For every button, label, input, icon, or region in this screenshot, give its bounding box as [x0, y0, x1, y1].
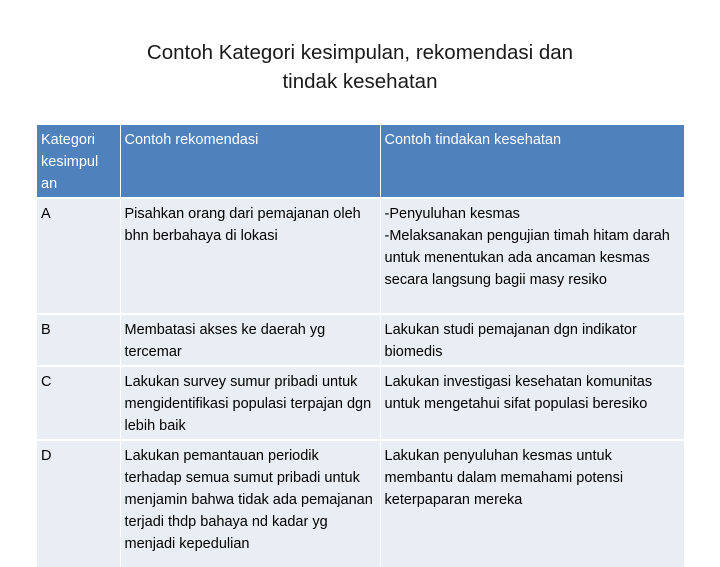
table-row [37, 314, 684, 366]
recommendation-cell: Pisahkan orang dari pemajanan oleh bhn berbahaya di lokasi [120, 198, 380, 314]
health-action-line: -Penyuluhan kesmas [384, 206, 520, 222]
category-cell: B [37, 314, 120, 366]
health-action-line: Lakukan investigasi kesehatan komunitas untuk mengetahui sifat populasi beresiko [384, 374, 653, 412]
category-cell: C [37, 366, 120, 440]
recommendation-cell: Lakukan survey sumur pribadi untuk mengidentifikasi populasi terpajan dgn lebih baik [120, 366, 380, 440]
category-table [37, 125, 684, 567]
table-row [37, 440, 684, 567]
header-recommendation: Contoh rekomendasi [120, 125, 380, 198]
health-action-line: -Melaksanakan pengujian timah hitam darah untuk menentukan ada ancaman kesmas secara langsung bagii masy resiko [384, 228, 670, 288]
health-action-cell [380, 440, 684, 567]
health-action-cell [380, 366, 684, 440]
slide-title [0, 38, 720, 96]
header-row [37, 125, 684, 198]
recommendation-cell: Lakukan pemantauan periodik terhadap semua sumut pribadi untuk menjamin bahwa tidak ada pemajanan terjadi thdp bahaya nd kadar yg menjadi kepedulian [120, 440, 380, 567]
table-header [37, 125, 684, 198]
category-cell: D [37, 440, 120, 567]
health-action-cell [380, 314, 684, 366]
slide-title-line-2: tindak kesehatan [282, 70, 438, 93]
category-cell: A [37, 198, 120, 314]
recommendation-cell: Membatasi akses ke daerah yg tercemar [120, 314, 380, 366]
health-action-line: Lakukan penyuluhan kesmas untuk membantu dalam memahami potensi keterpaparan mereka [384, 448, 624, 508]
health-action-line: Lakukan studi pemajanan dgn indikator biomedis [384, 322, 637, 360]
health-action-cell [380, 198, 684, 314]
table-row [37, 198, 684, 314]
header-health-action: Contoh tindakan kesehatan [380, 125, 684, 198]
table-body [37, 198, 684, 567]
slide-title-line-1: Contoh Kategori kesimpulan, rekomendasi dan [146, 41, 574, 64]
header-category: Kategori kesimpul an [37, 125, 120, 198]
table-row [37, 366, 684, 440]
